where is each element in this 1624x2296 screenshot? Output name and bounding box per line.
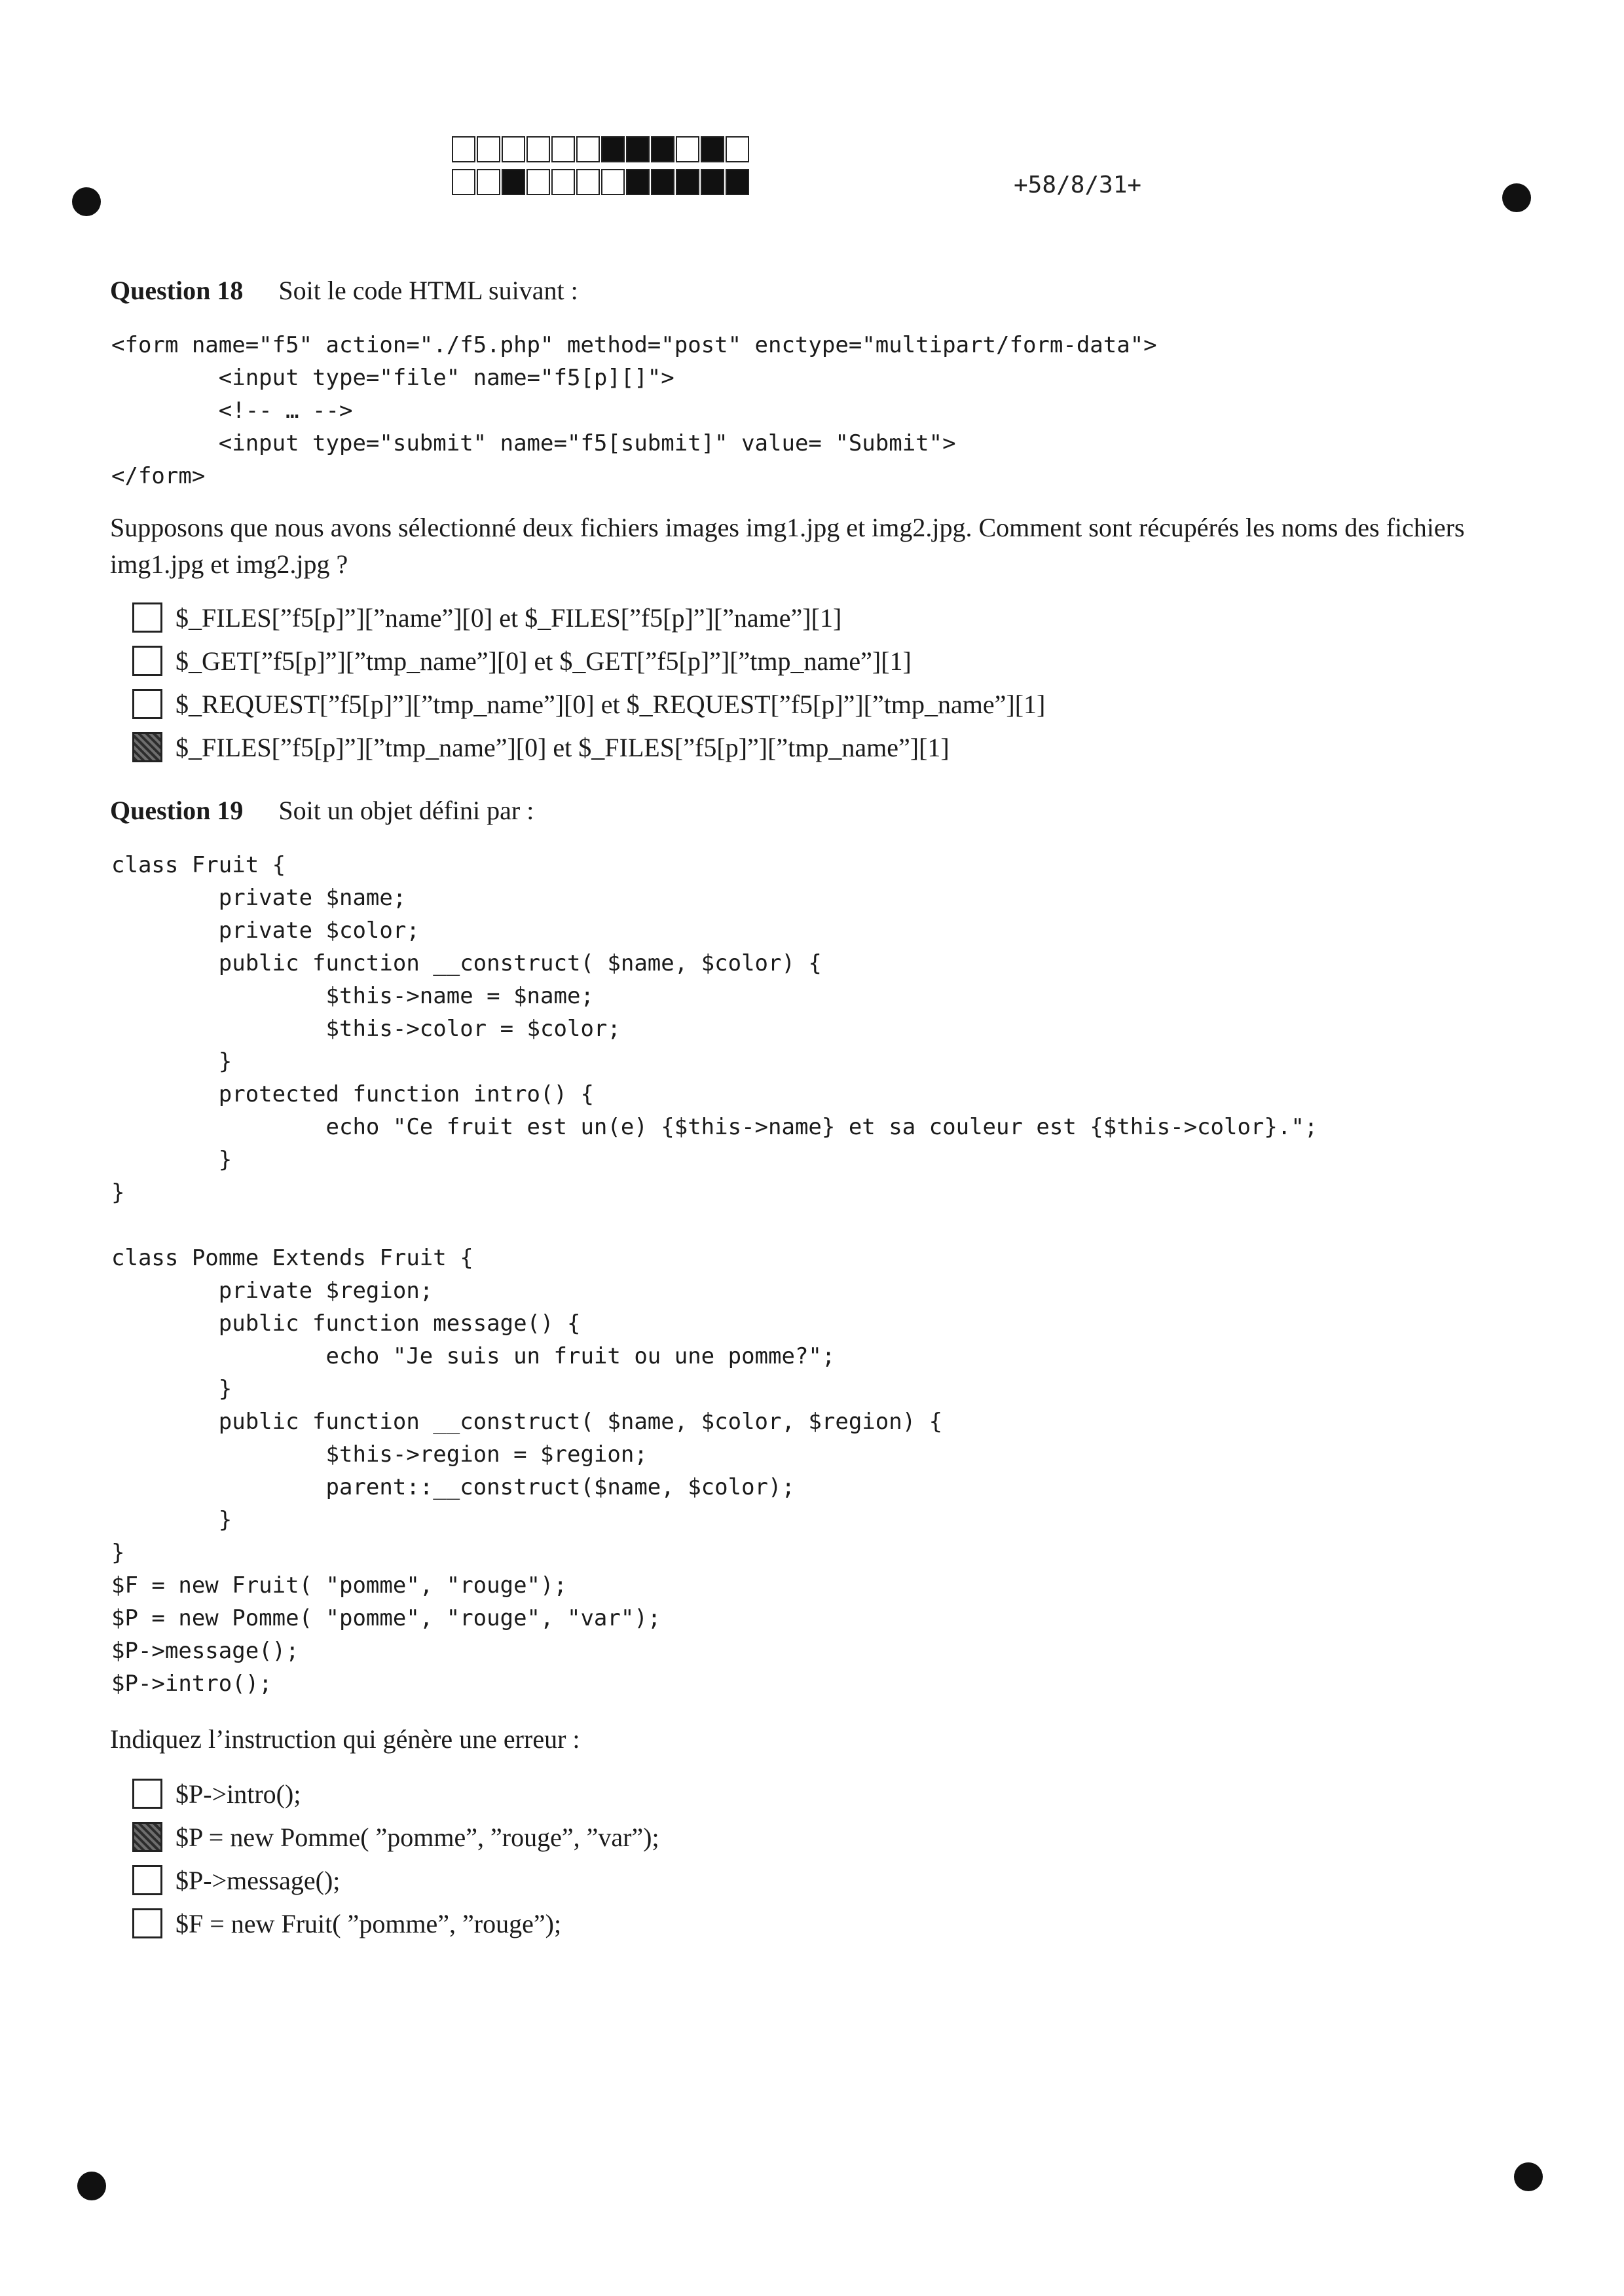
answer-option[interactable] [132,1902,659,1945]
barcode-cell [726,136,749,162]
barcode-row-2 [452,169,750,195]
barcode-cell [526,136,550,162]
answer-option[interactable] [132,1772,659,1815]
question-18-header [110,275,578,306]
answer-text: $_GET[”f5[p]”][”tmp_name”][0] et $_GET[”f5[p]”][”tmp_name”][1] [175,646,912,676]
answer-option[interactable] [132,726,1045,769]
barcode-cell [502,169,525,195]
answer-text: $P = new Pomme( ”pomme”, ”rouge”, ”var”); [175,1822,659,1852]
answer-option[interactable] [132,639,1045,682]
answer-checkbox[interactable] [132,689,162,719]
barcode-cell [726,169,749,195]
question-18-label: Question 18 [110,276,244,305]
registration-mark-top-right [1502,183,1531,212]
barcode-cell [526,169,550,195]
barcode-cell [626,169,650,195]
barcode-cell [576,136,600,162]
answer-checkbox[interactable] [132,602,162,633]
question-19-label: Question 19 [110,796,244,825]
barcode-cell [601,169,625,195]
barcode-cell [701,136,724,162]
question-19-prompt: Indiquez l’instruction qui génère une erreur : [110,1724,580,1754]
barcode-cell [651,136,674,162]
answer-text: $_FILES[”f5[p]”][”tmp_name”][0] et $_FILES[”f5[p]”][”tmp_name”][1] [175,732,950,762]
barcode-cell [477,169,500,195]
question-19-code: class Fruit { private $name; private $color; public function __construct( $name, $color) { $this->name = $name; $this->color = $color; } protected function intro() { echo "Ce fruit est un(e) {$this->name} et sa couleur est {$this->color}."; } } class Pomme Extends Fruit { private $region; public function message() { echo "Je suis un fruit ou une pomme?"; } public function __construct( $name, $color, $region) { $this->region = $region; parent::__construct($name, $color); } } $F = new Fruit( "pomme", "rouge"); $P = new Pomme( "pomme", "rouge", "var"); $P->message(); $P->intro(); [111,852,1318,1697]
barcode-cell [651,169,674,195]
answer-checkbox-checked[interactable] [132,1822,162,1852]
question-19-header [110,795,534,826]
barcode-cell [551,136,575,162]
barcode-cell [576,169,600,195]
answer-option[interactable] [132,596,1045,639]
answer-text: $_FILES[”f5[p]”][”name”][0] et $_FILES[”f5[p]”][”name”][1] [175,602,842,633]
answer-text: $_REQUEST[”f5[p]”][”tmp_name”][0] et $_REQUEST[”f5[p]”][”tmp_name”][1] [175,689,1046,719]
answer-checkbox[interactable] [132,1779,162,1809]
barcode-cell [601,136,625,162]
barcode-cell [551,169,575,195]
barcode-cell [502,136,525,162]
barcode-cell [477,136,500,162]
question-19-intro: Soit un objet défini par : [278,796,534,825]
barcode-cell [626,136,650,162]
answer-option[interactable] [132,1859,659,1902]
question-18-code: <form name="f5" action="./f5.php" method="post" enctype="multipart/form-data"> <input type="file" name="f5[p][]"> <!-- … --> <input type="submit" name="f5[submit]" value= "Submit"> </form> [111,332,1157,489]
answer-checkbox[interactable] [132,1865,162,1895]
question-18-prompt: Supposons que nous avons sélectionné deux fichiers images img1.jpg et img2.jpg. Comment sont récupérés les noms des fichiers img1.jpg et img2.jpg ? [110,513,1465,579]
answer-text: $F = new Fruit( ”pomme”, ”rouge”); [175,1908,562,1938]
answer-option[interactable] [132,682,1045,726]
barcode-cell [701,169,724,195]
answer-option[interactable] [132,1815,659,1859]
barcode-row-1 [452,136,750,162]
registration-mark-top-left [72,187,101,216]
registration-mark-bottom-left [77,2172,106,2200]
answer-checkbox[interactable] [132,1908,162,1938]
barcode-cell [676,136,699,162]
question-19-answers [132,1772,659,1945]
barcode-cell [676,169,699,195]
question-18-intro: Soit le code HTML suivant : [278,276,578,305]
question-18-answers [132,596,1045,769]
answer-text: $P->message(); [175,1865,341,1895]
page-id: +58/8/31+ [1014,172,1142,198]
barcode-cell [452,136,475,162]
registration-mark-bottom-right [1514,2162,1543,2191]
answer-text: $P->intro(); [175,1779,301,1809]
barcode-cell [452,169,475,195]
answer-checkbox-checked[interactable] [132,732,162,762]
answer-checkbox[interactable] [132,646,162,676]
